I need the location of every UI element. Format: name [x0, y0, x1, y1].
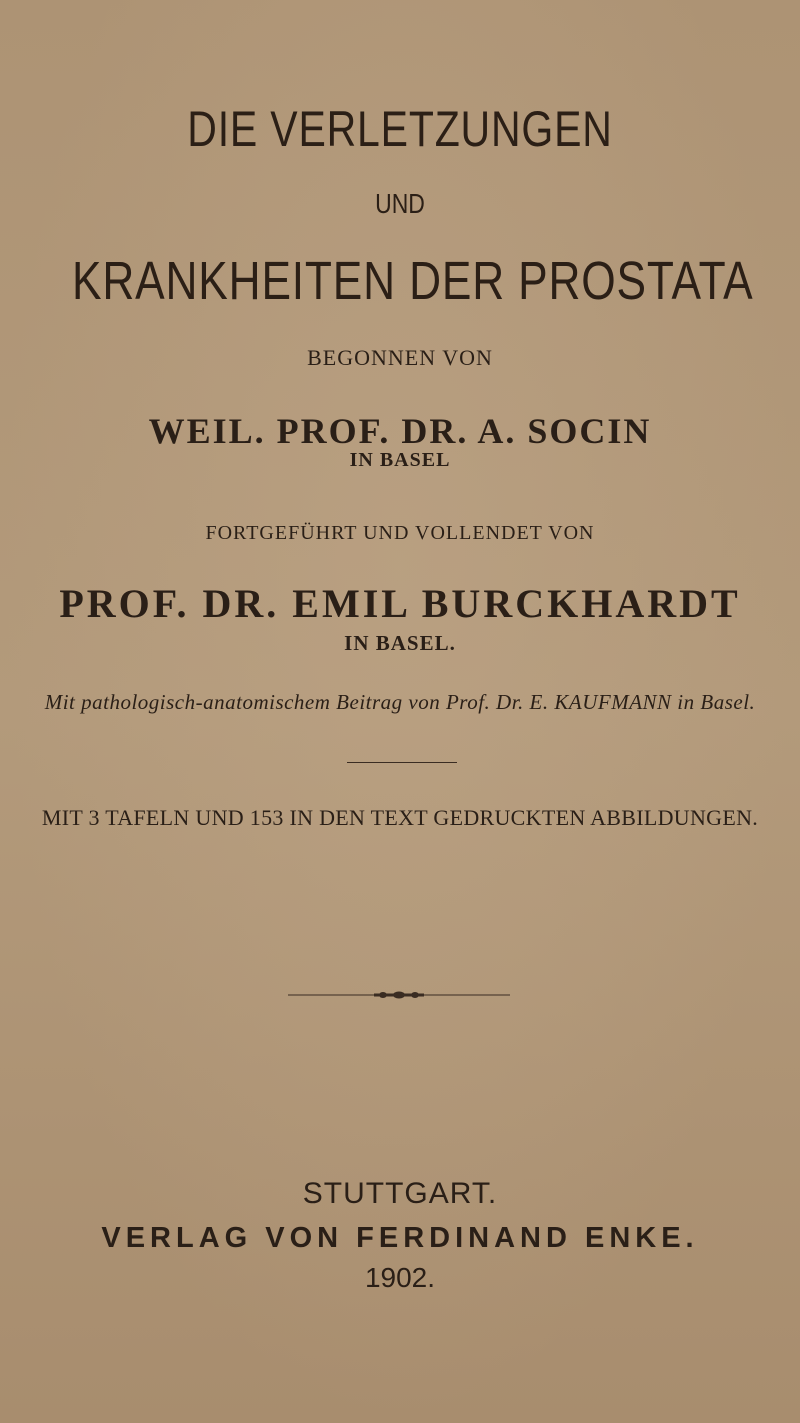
author-socin: WEIL. PROF. DR. A. SOCIN — [148, 411, 652, 451]
contribution-note: Mit pathologisch-anatomischem Beitrag von Prof. Dr. E. KAUFMANN in Basel. — [44, 690, 756, 714]
publication-year: 1902. — [364, 1262, 436, 1293]
title-line-1: DIE VERLETZUNGEN — [187, 101, 613, 157]
illustrations-note: MIT 3 TAFELN UND 153 IN DEN TEXT GEDRUCKTEN ABBILDUNGEN. — [41, 805, 759, 830]
begonnen-von-text: BEGONNEN VON — [307, 345, 493, 370]
author-burckhardt: PROF. DR. EMIL BURCKHARDT — [59, 581, 741, 626]
ornamental-rule — [288, 988, 510, 1002]
divider-rule — [347, 762, 457, 763]
publisher-name: VERLAG VON FERDINAND ENKE. — [101, 1222, 699, 1254]
fortgefuehrt-text: FORTGEFÜHRT UND VOLLENDET VON — [205, 522, 595, 544]
author-socin-place: IN BASEL — [349, 449, 451, 471]
title-line-2: KRANKHEITEN DER PROSTATA — [72, 251, 754, 311]
author-burckhardt-place: IN BASEL. — [344, 631, 456, 655]
title-conjunction: UND — [375, 188, 425, 219]
publisher-city: STUTTGART. — [302, 1177, 498, 1210]
